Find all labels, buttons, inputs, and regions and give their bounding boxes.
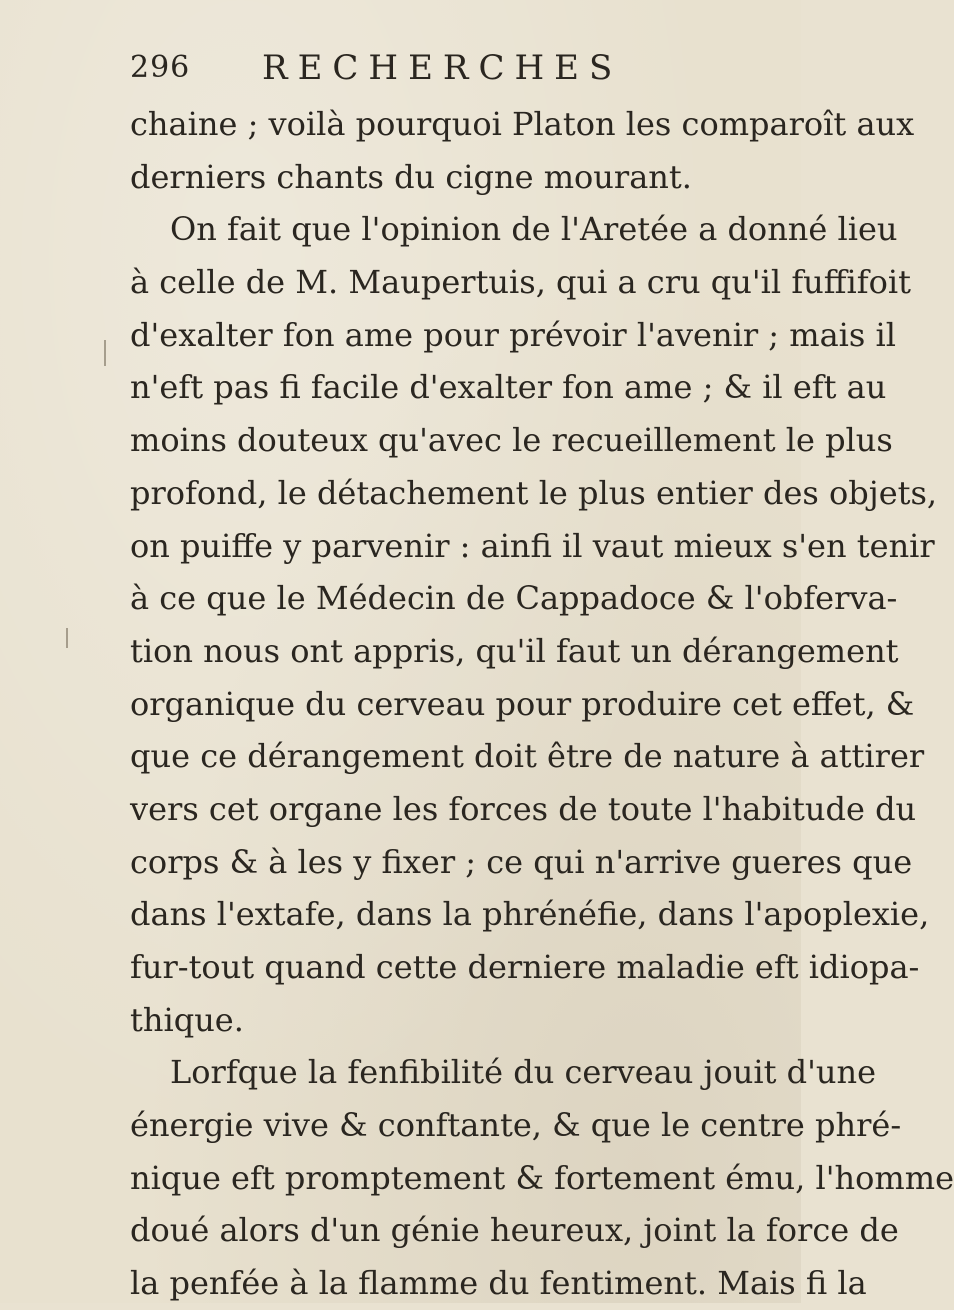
text-line: thique. [130,1000,244,1039]
text-line: énergie vive & conftante, & que le centre phré- [130,1106,902,1145]
text-line: profond, le détachement le plus entier des objets, [130,473,938,512]
text-line: la penfée à la flamme du fentiment. Mais fi la [130,1264,867,1303]
text-line: n'eft pas fi facile d'exalter fon ame ; & il eft au [130,368,887,407]
text-line: tion nous ont appris, qu'il faut un dérangement [130,631,899,670]
text-line: d'exalter fon ame pour prévoir l'avenir ; mais il [130,315,896,354]
text-line: on puiffe y parvenir : ainfi il vaut mieux s'en tenir [130,526,935,565]
margin-mark [104,340,106,366]
text-line: chaine ; voilà pourquoi Platon les comparoît aux [130,105,915,143]
page-header [130,48,690,88]
text-line: à celle de M. Maupertuis, qui a cru qu'il fuffifoit [130,263,911,302]
text-line: vers cet organe les forces de toute l'habitude du [130,789,917,828]
text-line: derniers chants du cigne mourant. [130,157,692,196]
text-line: à ce que le Médecin de Cappadoce & l'obferva- [130,579,898,618]
text-line: moins douteux qu'avec le recueillement le plus [130,421,893,460]
margin-mark [66,628,68,648]
text-line: doué alors d'un génie heureux, joint la force de [130,1211,899,1250]
text-line: corps & à les y fixer ; ce qui n'arrive gueres que [130,842,913,881]
text-line: On fait que l'opinion de l'Aretée a donné lieu [170,210,898,249]
text-line: dans l'extafe, dans la phrénéfie, dans l'apoplexie, [130,895,930,934]
page-number: 296 [130,50,191,85]
text-line: que ce dérangement doit être de nature à attirer [130,737,925,776]
text-line: Lorfque la fenfibilité du cerveau jouit d'une [170,1053,877,1092]
text-line: nique eft promptement & fortement ému, l'homme [130,1158,954,1197]
running-title: RECHERCHES [262,48,623,88]
body-text [130,98,954,1310]
text-line: fur-tout quand cette derniere maladie eft idiopa- [130,948,920,986]
text-line: organique du cerveau pour produire cet effet, & [130,684,915,723]
